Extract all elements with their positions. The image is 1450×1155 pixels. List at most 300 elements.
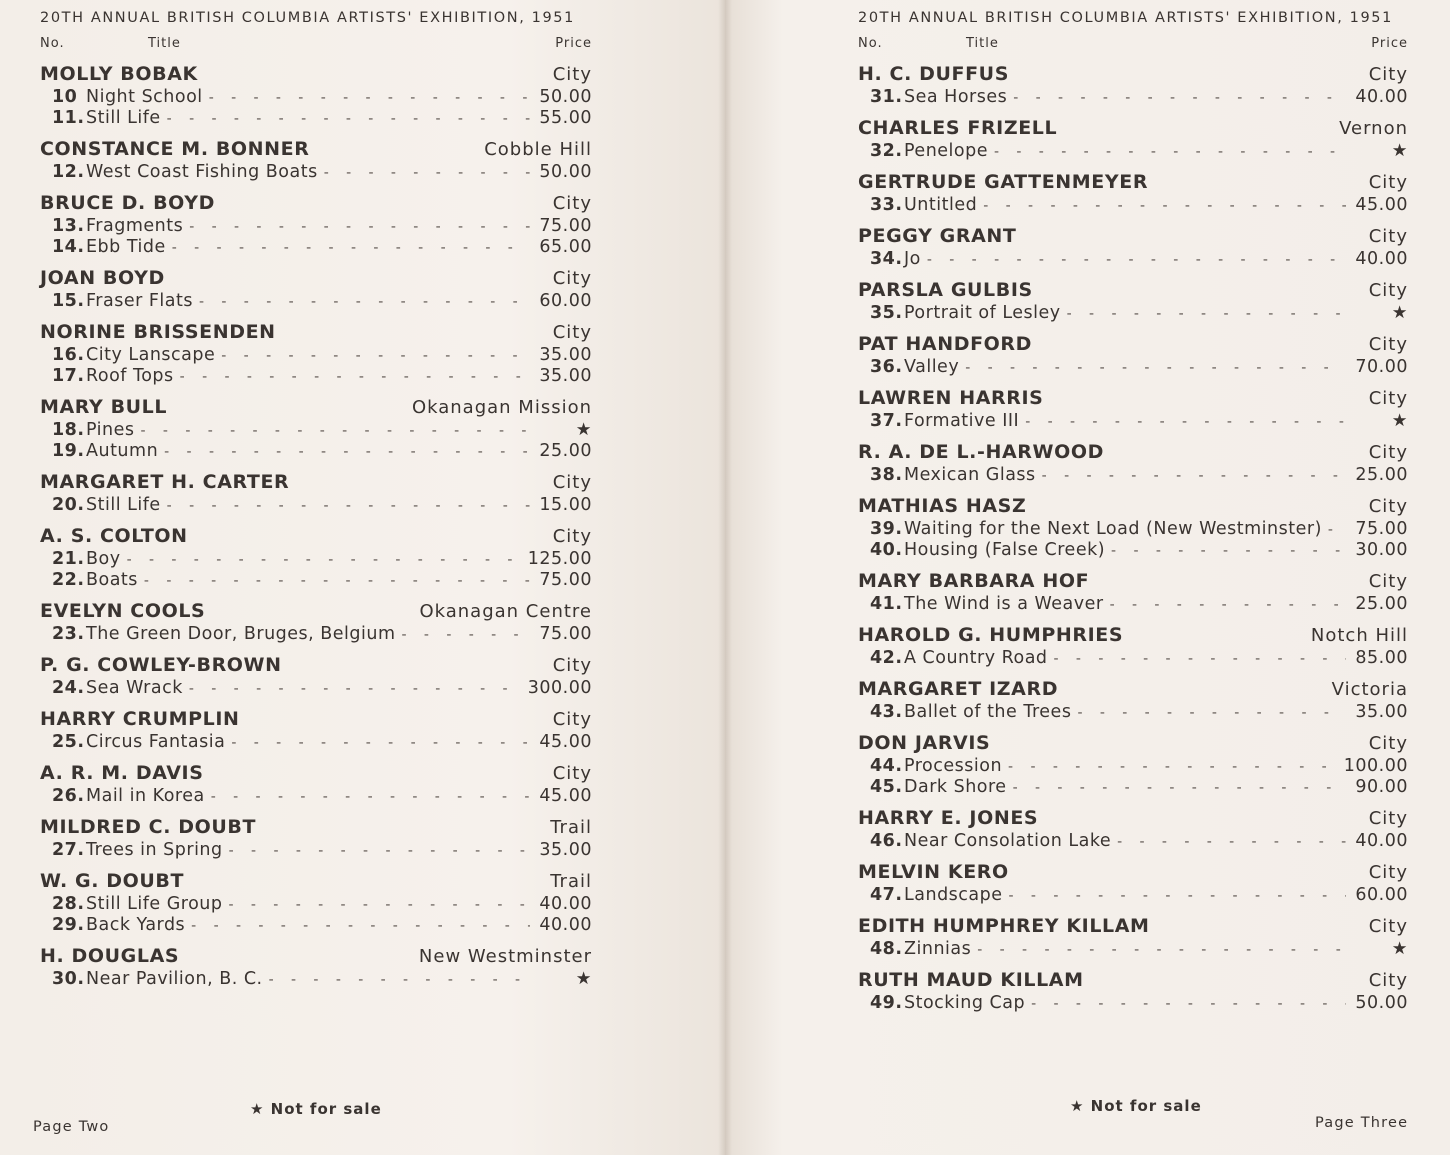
artist-header <box>858 169 1408 195</box>
work-row <box>858 702 1408 723</box>
artist-header <box>40 394 592 420</box>
work-number: 25. <box>52 732 85 752</box>
artist-location: City <box>552 64 592 85</box>
work-price: 40.00 <box>1355 87 1408 107</box>
column-header-price: Price <box>555 36 592 51</box>
artist-header <box>40 652 592 678</box>
artist-location: City <box>552 526 592 547</box>
artist-location: City <box>1368 334 1408 355</box>
work-title: Formative III <box>904 411 1020 431</box>
work-title: Fraser Flats <box>86 291 193 311</box>
not-for-sale-footnote: ★ Not for sale <box>1070 1097 1202 1115</box>
work-number: 11. <box>52 108 85 128</box>
work-title: Jo <box>904 249 921 269</box>
artist-name: MARY BULL <box>40 396 168 418</box>
work-title: Near Pavilion, B. C. <box>86 969 263 989</box>
work-price: 75.00 <box>1355 519 1408 539</box>
work-title: Still Life <box>86 108 161 128</box>
artist-name: MARY BARBARA HOF <box>858 570 1090 592</box>
artist-location: Trail <box>550 871 592 892</box>
artist-list <box>40 61 592 990</box>
work-price: 40.00 <box>1355 249 1408 269</box>
dot-leader <box>144 571 530 592</box>
work-number: 23. <box>52 624 85 644</box>
dot-leader <box>927 250 1346 271</box>
column-headers <box>40 36 592 54</box>
work-row <box>858 357 1408 378</box>
work-row <box>40 678 592 699</box>
page-three-content <box>858 10 1408 1014</box>
work-price: 45.00 <box>539 786 592 806</box>
work-title: Mail in Korea <box>86 786 205 806</box>
artist-name: R. A. DE L.-HARWOOD <box>858 441 1104 463</box>
work-title: Near Consolation Lake <box>904 831 1112 851</box>
dot-leader <box>167 109 530 130</box>
artist-location: Cobble Hill <box>484 139 592 160</box>
work-title: Untitled <box>904 195 978 215</box>
work-number: 13. <box>52 216 85 236</box>
artist-header <box>40 943 592 969</box>
work-title: Valley <box>904 357 960 377</box>
dot-leader <box>1031 994 1346 1015</box>
artist-header <box>858 493 1408 519</box>
work-row <box>858 141 1408 162</box>
work-number: 17. <box>52 366 85 386</box>
artist-header <box>858 568 1408 594</box>
work-row <box>858 465 1408 486</box>
artist-header <box>858 439 1408 465</box>
dot-leader <box>1013 778 1346 799</box>
dot-leader <box>1111 541 1346 562</box>
artist-location: City <box>1368 862 1408 883</box>
work-title: Dark Shore <box>904 777 1007 797</box>
artist-entry <box>40 523 592 591</box>
artist-name: NORINE BRISSENDEN <box>40 321 276 343</box>
work-title: Waiting for the Next Load (New Westminster) <box>904 519 1322 539</box>
dot-leader <box>1042 466 1346 487</box>
work-number: 19. <box>52 441 85 461</box>
work-number: 28. <box>52 894 85 914</box>
work-number: 40. <box>870 540 903 560</box>
dot-leader <box>229 895 531 916</box>
artist-entry <box>858 676 1408 723</box>
work-number: 12. <box>52 162 85 182</box>
work-number: 31. <box>870 87 903 107</box>
work-title: Circus Fantasia <box>86 732 226 752</box>
dot-leader <box>1013 88 1346 109</box>
artist-entry <box>858 730 1408 798</box>
work-price: 25.00 <box>539 441 592 461</box>
artist-header <box>40 523 592 549</box>
artist-entry <box>858 805 1408 852</box>
dot-leader <box>172 238 530 259</box>
work-price: 65.00 <box>539 237 592 257</box>
work-row <box>858 777 1408 798</box>
artist-entry <box>40 61 592 129</box>
artist-header <box>858 61 1408 87</box>
artist-header <box>40 760 592 786</box>
work-row <box>40 420 592 441</box>
artist-location: City <box>1368 916 1408 937</box>
artist-location: City <box>1368 388 1408 409</box>
work-row <box>858 993 1408 1014</box>
artist-location: Trail <box>550 817 592 838</box>
dot-leader <box>167 496 530 517</box>
page-number: Page Two <box>33 1119 110 1135</box>
artist-entry <box>40 706 592 753</box>
artist-location: City <box>1368 64 1408 85</box>
artist-name: CONSTANCE M. BONNER <box>40 138 310 160</box>
artist-name: H. DOUGLAS <box>40 945 180 967</box>
work-price: 50.00 <box>539 162 592 182</box>
artist-name: MILDRED C. DOUBT <box>40 816 257 838</box>
work-number: 30. <box>52 969 85 989</box>
artist-header <box>40 190 592 216</box>
artist-name: CHARLES FRIZELL <box>858 117 1058 139</box>
work-title: Procession <box>904 756 1003 776</box>
work-price: 15.00 <box>539 495 592 515</box>
artist-location: City <box>552 268 592 289</box>
artist-name: MELVIN KERO <box>858 861 1009 883</box>
work-title: Penelope <box>904 141 988 161</box>
work-number: 34. <box>870 249 903 269</box>
work-number: 22. <box>52 570 85 590</box>
work-title: Mexican Glass <box>904 465 1036 485</box>
not-for-sale-footnote: ★ Not for sale <box>250 1100 382 1118</box>
artist-header <box>858 277 1408 303</box>
dot-leader <box>983 196 1346 217</box>
artist-name: MARGARET IZARD <box>858 678 1059 700</box>
dot-leader <box>1328 520 1346 541</box>
work-row <box>858 939 1408 960</box>
work-title: Boy <box>86 549 121 569</box>
artist-location: City <box>552 193 592 214</box>
dot-leader <box>180 367 530 388</box>
artist-entry <box>40 652 592 699</box>
artist-location: Victoria <box>1331 679 1408 700</box>
dot-leader <box>1054 649 1346 670</box>
artist-header <box>40 868 592 894</box>
work-price: ★ <box>1391 411 1408 431</box>
work-price: 55.00 <box>539 108 592 128</box>
work-title: Housing (False Creek) <box>904 540 1106 560</box>
artist-header <box>858 385 1408 411</box>
dot-leader <box>994 142 1346 163</box>
artist-entry <box>40 136 592 183</box>
artist-list <box>858 61 1408 1014</box>
artist-entry <box>858 859 1408 906</box>
artist-header <box>40 265 592 291</box>
artist-name: GERTRUDE GATTENMEYER <box>858 171 1149 193</box>
work-price: 45.00 <box>539 732 592 752</box>
artist-entry <box>858 223 1408 270</box>
dot-leader <box>1067 304 1346 325</box>
work-number: 16. <box>52 345 85 365</box>
artist-location: City <box>552 709 592 730</box>
work-price: 40.00 <box>539 915 592 935</box>
work-row <box>40 732 592 753</box>
work-price: 90.00 <box>1355 777 1408 797</box>
dot-leader <box>1077 703 1346 724</box>
work-number: 46. <box>870 831 903 851</box>
work-price: 75.00 <box>539 216 592 236</box>
artist-location: City <box>1368 970 1408 991</box>
artist-name: PAT HANDFORD <box>858 333 1032 355</box>
artist-header <box>858 622 1408 648</box>
work-title: Sea Wrack <box>86 678 183 698</box>
artist-entry <box>858 568 1408 615</box>
artist-entry <box>858 439 1408 486</box>
artist-name: EVELYN COOLS <box>40 600 206 622</box>
artist-location: City <box>1368 226 1408 247</box>
work-price: ★ <box>575 420 592 440</box>
work-row <box>858 195 1408 216</box>
artist-entry <box>40 469 592 516</box>
artist-header <box>858 967 1408 993</box>
work-row <box>40 549 592 570</box>
work-row <box>40 786 592 807</box>
work-row <box>40 915 592 936</box>
work-title: City Lanscape <box>86 345 216 365</box>
artist-location: Vernon <box>1339 118 1408 139</box>
work-number: 27. <box>52 840 85 860</box>
dot-leader <box>1008 757 1338 778</box>
dot-leader <box>402 625 530 646</box>
work-row <box>40 87 592 108</box>
work-title: Still Life Group <box>86 894 223 914</box>
work-price: 60.00 <box>539 291 592 311</box>
work-row <box>40 441 592 462</box>
work-row <box>40 162 592 183</box>
work-row <box>40 969 592 990</box>
work-price: ★ <box>1391 939 1408 959</box>
artist-name: MOLLY BOBAK <box>40 63 198 85</box>
work-price: 30.00 <box>1355 540 1408 560</box>
artist-entry <box>858 61 1408 108</box>
artist-name: LAWREN HARRIS <box>858 387 1044 409</box>
artist-name: PARSLA GULBIS <box>858 279 1033 301</box>
column-headers <box>858 36 1408 54</box>
work-row <box>858 756 1408 777</box>
work-title: Boats <box>86 570 138 590</box>
work-title: Pines <box>86 420 135 440</box>
artist-name: PEGGY GRANT <box>858 225 1017 247</box>
artist-entry <box>858 493 1408 561</box>
artist-location: City <box>552 322 592 343</box>
artist-name: P. G. COWLEY-BROWN <box>40 654 282 676</box>
work-price: 50.00 <box>539 87 592 107</box>
work-title: The Green Door, Bruges, Belgium <box>86 624 396 644</box>
dot-leader <box>189 217 530 238</box>
artist-entry <box>858 277 1408 324</box>
artist-name: H. C. DUFFUS <box>858 63 1009 85</box>
work-number: 26. <box>52 786 85 806</box>
work-price: 25.00 <box>1355 465 1408 485</box>
work-row <box>40 894 592 915</box>
artist-entry <box>40 598 592 645</box>
work-number: 37. <box>870 411 903 431</box>
work-title: West Coast Fishing Boats <box>86 162 318 182</box>
work-title: Night School <box>86 87 203 107</box>
artist-name: HAROLD G. HUMPHRIES <box>858 624 1124 646</box>
work-row <box>40 108 592 129</box>
artist-location: City <box>552 472 592 493</box>
work-number: 45. <box>870 777 903 797</box>
work-price: 45.00 <box>1355 195 1408 215</box>
column-header-price: Price <box>1371 36 1408 51</box>
artist-header <box>40 598 592 624</box>
work-price: 300.00 <box>527 678 592 698</box>
artist-header <box>40 136 592 162</box>
work-number: 43. <box>870 702 903 722</box>
dot-leader <box>1009 886 1346 907</box>
dot-leader <box>965 358 1346 379</box>
dot-leader <box>269 970 530 991</box>
artist-header <box>858 223 1408 249</box>
artist-location: City <box>552 763 592 784</box>
work-title: Fragments <box>86 216 184 236</box>
artist-entry <box>40 814 592 861</box>
page-three <box>725 0 1450 1155</box>
work-price: 35.00 <box>1355 702 1408 722</box>
work-row <box>858 831 1408 852</box>
artist-location: City <box>1368 808 1408 829</box>
work-title: Still Life <box>86 495 161 515</box>
artist-entry <box>858 385 1408 432</box>
work-title: Zinnias <box>904 939 972 959</box>
work-row <box>858 87 1408 108</box>
artist-entry <box>858 913 1408 960</box>
artist-header <box>858 913 1408 939</box>
work-number: 44. <box>870 756 903 776</box>
column-header-title: Title <box>148 36 181 51</box>
artist-header <box>858 676 1408 702</box>
artist-entry <box>858 622 1408 669</box>
artist-header <box>858 859 1408 885</box>
column-header-no: No. <box>40 36 65 51</box>
artist-entry <box>40 319 592 387</box>
work-number: 32. <box>870 141 903 161</box>
artist-name: MARGARET H. CARTER <box>40 471 290 493</box>
artist-name: BRUCE D. BOYD <box>40 192 215 214</box>
work-number: 41. <box>870 594 903 614</box>
page-number: Page Three <box>1315 1115 1409 1131</box>
artist-header <box>858 805 1408 831</box>
dot-leader <box>164 442 530 463</box>
work-number: 15. <box>52 291 85 311</box>
artist-header <box>858 115 1408 141</box>
artist-header <box>40 469 592 495</box>
work-title: The Wind is a Weaver <box>904 594 1104 614</box>
work-row <box>858 885 1408 906</box>
dot-leader <box>141 421 530 442</box>
work-title: Ebb Tide <box>86 237 166 257</box>
artist-entry <box>858 169 1408 216</box>
work-number: 14. <box>52 237 85 257</box>
artist-name: A. S. COLTON <box>40 525 188 547</box>
work-row <box>858 540 1408 561</box>
dot-leader <box>231 733 530 754</box>
artist-header <box>40 319 592 345</box>
artist-name: DON JARVIS <box>858 732 991 754</box>
page-two-content <box>40 10 592 990</box>
work-price: 25.00 <box>1355 594 1408 614</box>
work-row <box>40 624 592 645</box>
work-price: 125.00 <box>527 549 592 569</box>
work-row <box>858 594 1408 615</box>
dot-leader <box>211 787 530 808</box>
work-price: 40.00 <box>1355 831 1408 851</box>
work-row <box>40 570 592 591</box>
work-number: 20. <box>52 495 85 515</box>
work-price: ★ <box>1391 303 1408 323</box>
artist-entry <box>858 331 1408 378</box>
work-number: 36. <box>870 357 903 377</box>
artist-entry <box>40 265 592 312</box>
work-price: 75.00 <box>539 570 592 590</box>
work-row <box>858 303 1408 324</box>
work-row <box>40 366 592 387</box>
work-number: 29. <box>52 915 85 935</box>
work-number: 18. <box>52 420 85 440</box>
work-price: 85.00 <box>1355 648 1408 668</box>
work-row <box>40 345 592 366</box>
work-price: 50.00 <box>1355 993 1408 1013</box>
artist-header <box>858 730 1408 756</box>
artist-entry <box>40 760 592 807</box>
work-number: 38. <box>870 465 903 485</box>
artist-header <box>40 706 592 732</box>
book-gutter <box>718 0 732 1155</box>
dot-leader <box>1110 595 1346 616</box>
artist-name: HARRY E. JONES <box>858 807 1039 829</box>
work-row <box>40 495 592 516</box>
work-price: 100.00 <box>1343 756 1408 776</box>
dot-leader <box>221 346 530 367</box>
artist-entry <box>40 943 592 990</box>
dot-leader <box>199 292 530 313</box>
artist-entry <box>40 190 592 258</box>
work-row <box>40 237 592 258</box>
artist-name: JOAN BOYD <box>40 267 165 289</box>
artist-header <box>40 61 592 87</box>
dot-leader <box>977 940 1346 961</box>
work-number: 10 <box>52 87 78 107</box>
work-number: 35. <box>870 303 903 323</box>
running-head: 20TH ANNUAL BRITISH COLUMBIA ARTISTS' EXHIBITION, 1951 <box>858 10 1393 26</box>
work-number: 42. <box>870 648 903 668</box>
work-price: 35.00 <box>539 840 592 860</box>
running-head: 20TH ANNUAL BRITISH COLUMBIA ARTISTS' EXHIBITION, 1951 <box>40 10 575 26</box>
artist-location: City <box>1368 496 1408 517</box>
artist-name: EDITH HUMPHREY KILLAM <box>858 915 1150 937</box>
dot-leader <box>1025 412 1346 433</box>
dot-leader <box>229 841 530 862</box>
work-price: 40.00 <box>539 894 592 914</box>
work-title: Sea Horses <box>904 87 1008 107</box>
work-row <box>858 648 1408 669</box>
work-price: ★ <box>575 969 592 989</box>
artist-name: RUTH MAUD KILLAM <box>858 969 1084 991</box>
work-price: 70.00 <box>1355 357 1408 377</box>
artist-location: Okanagan Centre <box>419 601 592 622</box>
work-price: 35.00 <box>539 345 592 365</box>
work-price: 75.00 <box>539 624 592 644</box>
work-title: Autumn <box>86 441 159 461</box>
work-row <box>40 291 592 312</box>
artist-entry <box>40 394 592 462</box>
work-row <box>40 840 592 861</box>
